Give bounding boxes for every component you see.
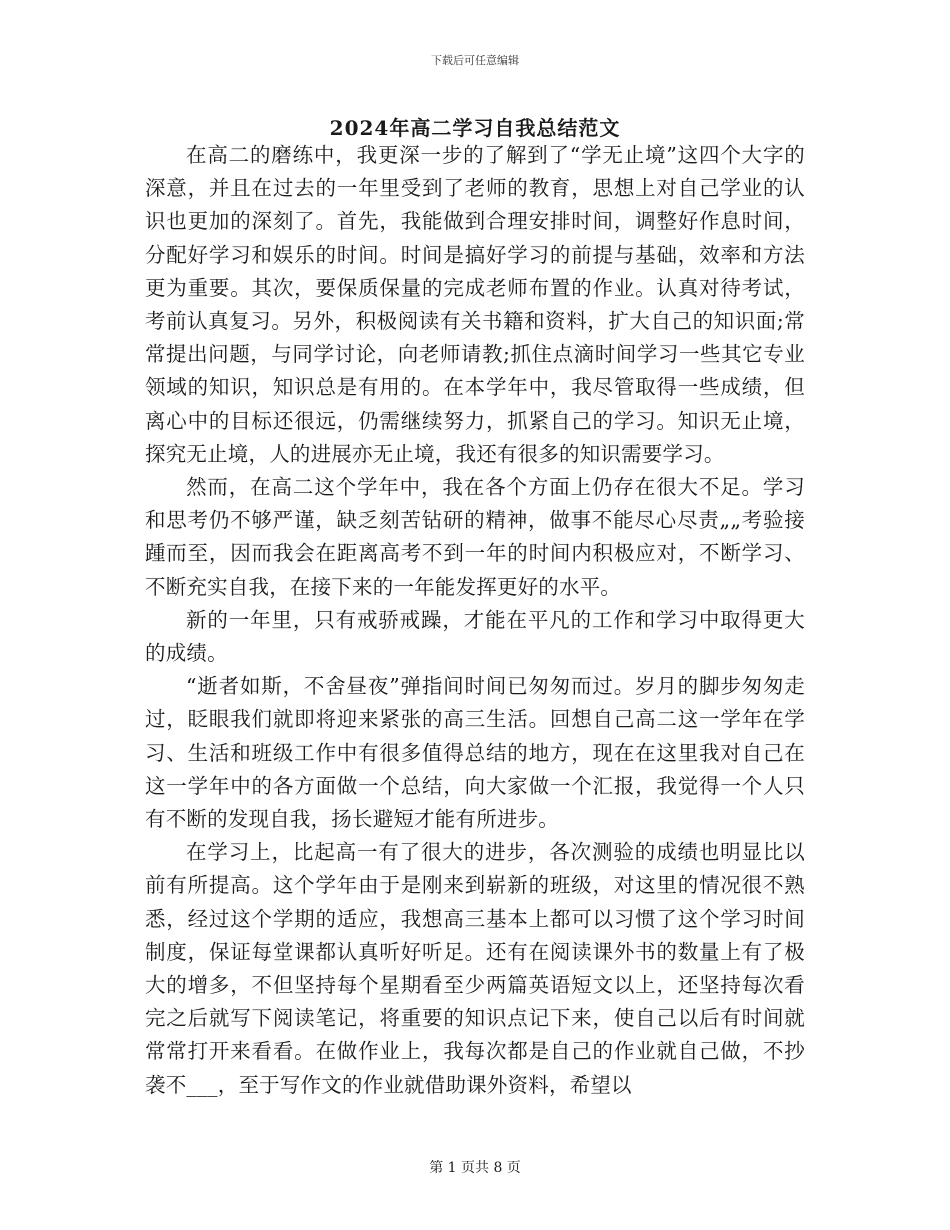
paragraph-1: 在高二的磨练中，我更深一步的了解到了“学无止境”这四个大字的深意，并且在过去的一年里受到了老师的教育，思想上对自己学业的认识也更加的深刻了。首先，我能做到合理安排时间，调整好作息时间，分配好学习和娱乐的时间。时间是搞好学习的前提与基础，效率和方法更为重要。其次，要保质保量的完成老师布置的作业。认真对待考试，考前认真复习。另外，积极阅读有关书籍和资料，扩大自己的知识面;常常提出问题，与同学讨论，向老师请教;抓住点滴时间学习一些其它专业领域的知识，知识总是有用的。在本学年中，我尽管取得一些成绩，但离心中的目标还很远，仍需继续努力，抓紧自己的学习。知识无止境，探究无止境，人的进展亦无止境，我还有很多的知识需要学习。 xyxy=(145,143,805,466)
header-note: 下载后可任意编辑 xyxy=(431,54,519,67)
paragraph-4: “逝者如斯，不舍昼夜”弹指间时间已匆匆而过。岁月的脚步匆匆走过，眨眼我们就即将迎来紧张的高三生活。回想自己高二这一学年在学习、生活和班级工作中有很多值得总结的地方，现在在这里我对自己在这一学年中的各方面做一个总结，向大家做一个汇报，我觉得一个人只有不断的发现自我，扬长避短才能有所进步。 xyxy=(145,674,805,832)
paragraph-2: 然而，在高二这个学年中，我在各个方面上仍存在很大不足。学习和思考仍不够严谨，缺乏刻苦钻研的精神，做事不能尽心尽责„„考验接踵而至，因而我会在距离高考不到一年的时间内积极应对，不断学习、不断充实自我，在接下来的一年能发挥更好的水平。 xyxy=(145,475,805,599)
document-title: 2024年高二学习自我总结范文 xyxy=(329,116,621,140)
document-body xyxy=(145,139,805,1102)
page-number: 第 1 页共 8 页 xyxy=(429,1160,521,1176)
paragraph-5: 在学习上，比起高一有了很大的进步，各次测验的成绩也明显比以前有所提高。这个学年由于是刚来到崭新的班级，对这里的情况很不熟悉，经过这个学期的适应，我想高三基本上都可以习惯了这个学习时间制度，保证每堂课都认真听好听足。还有在阅读课外书的数量上有了极大的增多，不但坚持每个星期看至少两篇英语短文以上，还坚持每次看完之后就写下阅读笔记，将重要的知识点记下来，使自己以后有时间就常常打开来看看。在做作业上，我每次都是自己的作业就自己做，不抄袭不___，至于写作文的作业就借助课外资料，希望以 xyxy=(145,840,805,1097)
paragraph-3: 新的一年里，只有戒骄戒躁，才能在平凡的工作和学习中取得更大的成绩。 xyxy=(145,607,805,666)
